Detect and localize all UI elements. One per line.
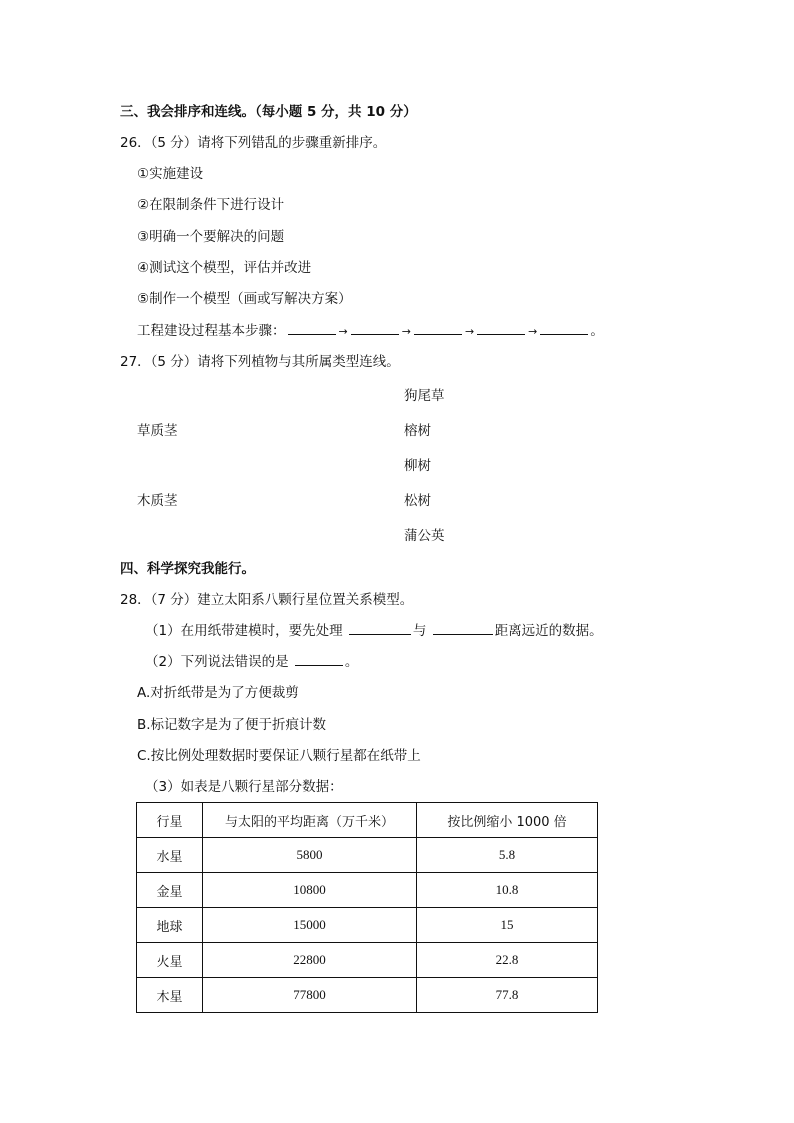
- table-cell-distance: 77800: [203, 978, 417, 1013]
- q28-option-a[interactable]: A.对折纸带是为了方便裁剪: [137, 685, 299, 701]
- q26-answer-line: [137, 322, 604, 341]
- table-row: [137, 943, 598, 978]
- table-header-row: [137, 803, 598, 838]
- q27-right-item[interactable]: 松树: [404, 493, 431, 509]
- q26-answer-blank-5[interactable]: [540, 322, 588, 335]
- section3-heading: 三、我会排序和连线。（每小题 5 分，共 10 分）: [120, 104, 417, 120]
- q28-part-1: [145, 622, 603, 640]
- q28-part-2-blank[interactable]: [295, 653, 343, 666]
- table-header-cell: 与太阳的平均距离（万千米）: [203, 803, 417, 838]
- section4-heading: 四、科学探究我能行。: [120, 561, 255, 577]
- q26-step-1: ①实施建设: [137, 166, 204, 182]
- q27-right-item[interactable]: 狗尾草: [404, 388, 445, 404]
- table-cell-scaled: 5.8: [417, 838, 598, 873]
- q26-answer-blank-1[interactable]: [288, 322, 336, 335]
- table-cell-distance: 22800: [203, 943, 417, 978]
- table-cell-scaled: 15: [417, 908, 598, 943]
- q26-end-mark: 。: [590, 323, 604, 339]
- q28-part-1-blank-1[interactable]: [349, 622, 411, 635]
- q28-part-1-blank-2[interactable]: [433, 622, 493, 635]
- q28-stem: 28．（7 分）建立太阳系八颗行星位置关系模型。: [120, 592, 414, 608]
- q28-part-1-text: 与: [412, 623, 427, 639]
- table-cell-distance: 5800: [203, 838, 417, 873]
- arrow-icon: →: [401, 325, 411, 338]
- table-header-cell: 按比例缩小 1000 倍: [417, 803, 598, 838]
- table-row: [137, 908, 598, 943]
- table-cell-distance: 15000: [203, 908, 417, 943]
- table-cell-distance: 10800: [203, 873, 417, 908]
- table-cell-planet: 金星: [137, 873, 203, 908]
- q26-step-3: ③明确一个要解决的问题: [137, 229, 285, 245]
- table-cell-planet: 木星: [137, 978, 203, 1013]
- arrow-icon: →: [528, 325, 538, 338]
- table-header-cell: 行星: [137, 803, 203, 838]
- q28-option-b[interactable]: B.标记数字是为了便于折痕计数: [137, 717, 327, 733]
- table-cell-planet: 地球: [137, 908, 203, 943]
- q27-stem: 27．（5 分）请将下列植物与其所属类型连线。: [120, 354, 400, 370]
- q26-answer-label: 工程建设过程基本步骤：: [137, 323, 286, 339]
- table-cell-scaled: 77.8: [417, 978, 598, 1013]
- q28-part-1-text: 距离远近的数据。: [494, 623, 603, 639]
- q26-answer-blank-4[interactable]: [477, 322, 525, 335]
- q27-left-item[interactable]: 草质茎: [137, 423, 178, 439]
- table-cell-planet: 水星: [137, 838, 203, 873]
- q27-right-item[interactable]: 蒲公英: [404, 528, 445, 544]
- q26-answer-blank-2[interactable]: [351, 322, 399, 335]
- q27-right-item[interactable]: 榕树: [404, 423, 431, 439]
- table-cell-scaled: 10.8: [417, 873, 598, 908]
- table-row: [137, 978, 598, 1013]
- q27-right-item[interactable]: 柳树: [404, 458, 431, 474]
- planet-data-table: [136, 802, 598, 1013]
- q28-part-2-end: 。: [344, 654, 359, 670]
- q28-option-c[interactable]: C.按比例处理数据时要保证八颗行星都在纸带上: [137, 748, 421, 764]
- q28-part-2-text: （2）下列说法错误的是: [145, 654, 289, 670]
- q27-left-item[interactable]: 木质茎: [137, 493, 178, 509]
- table-cell-scaled: 22.8: [417, 943, 598, 978]
- arrow-icon: →: [464, 325, 475, 338]
- table-cell-planet: 火星: [137, 943, 203, 978]
- q28-part-3: （3）如表是八颗行星部分数据：: [145, 779, 343, 795]
- q26-step-4: ④测试这个模型，评估并改进: [137, 260, 312, 276]
- q26-answer-blank-3[interactable]: [414, 322, 462, 335]
- q26-step-2: ②在限制条件下进行设计: [137, 197, 285, 213]
- q26-step-5: ⑤制作一个模型（画或写解决方案）: [137, 291, 352, 307]
- table-row: [137, 838, 598, 873]
- q28-part-2: [145, 653, 358, 671]
- q28-part-1-text: （1）在用纸带建模时，要先处理: [145, 623, 343, 639]
- arrow-icon: →: [338, 325, 348, 338]
- q26-stem: 26．（5 分）请将下列错乱的步骤重新排序。: [120, 135, 387, 151]
- table-row: [137, 873, 598, 908]
